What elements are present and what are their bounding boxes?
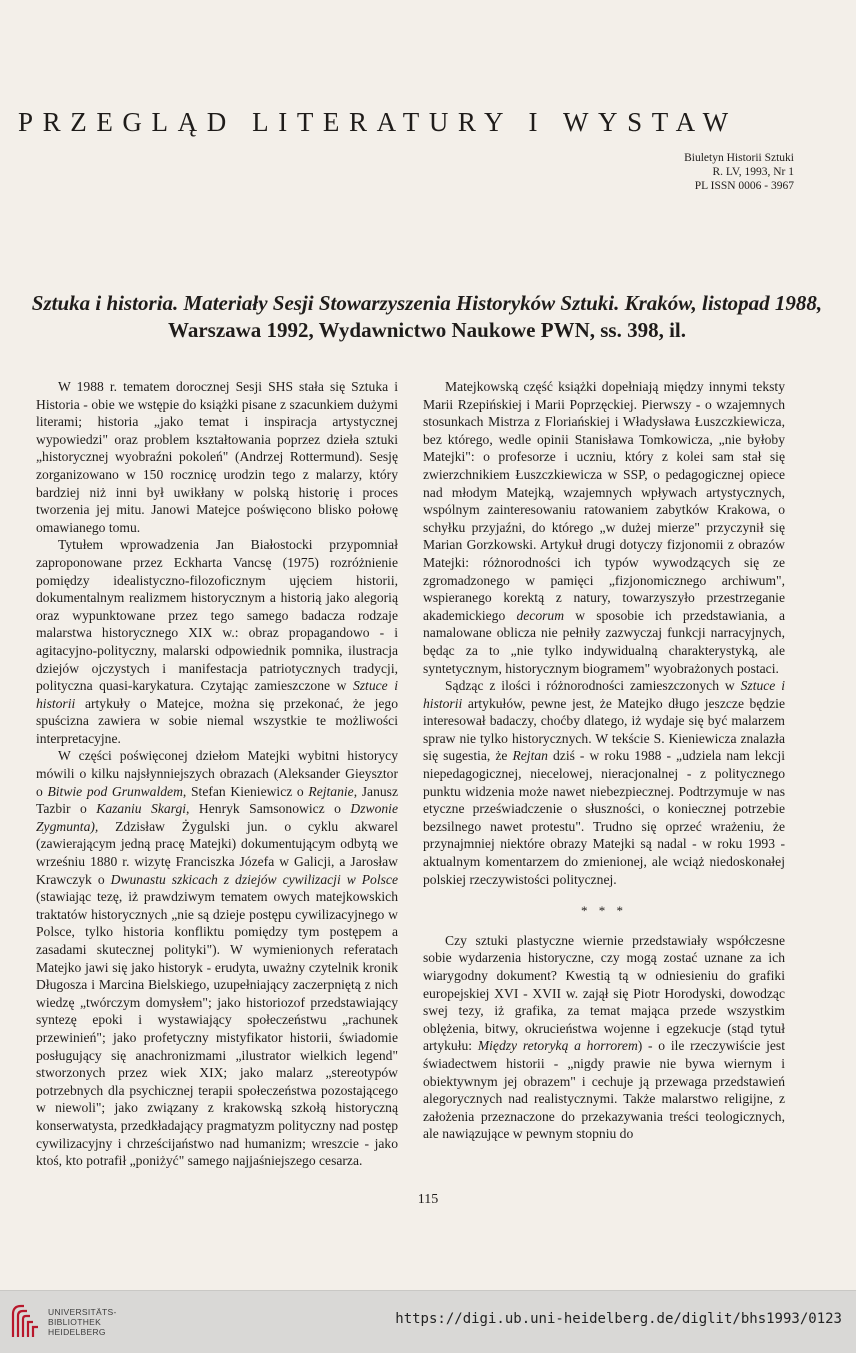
journal-name: Biuletyn Historii Sztuki xyxy=(684,152,794,164)
left-paragraph-1: W 1988 r. tematem dorocznej Sesji SHS stała się Sztuka i Historia - obie we wstępie do książki pisane z szacunkiem dużymi literami; historia „jako temat i inspiracja artystycznej wypowiedzi" oraz problem kształtowania poprzez dzieła sztuki „historycznej wyobraźni pokoleń" (Andrzej Rottermund). Sesję zorganizowano w 150 rocznicę urodzin tego z malarzy, który bardziej niż inni był uwikłany w polską historię i proces tworzenia jej mitu. Janowi Matejce poświęcono blisko połowę omawianego tomu. xyxy=(36,379,398,535)
journal-info xyxy=(684,151,794,193)
right-column xyxy=(423,378,785,1143)
journal-volume: R. LV, 1993, Nr 1 xyxy=(712,166,794,178)
document-url[interactable]: https://digi.ub.uni-heidelberg.de/diglit/bhs1993/0123 xyxy=(395,1311,842,1327)
right-paragraph-2: Sądząc z ilości i różnorodności zamieszczonych w Sztuce i historii artykułów, pewne jest, że Matejko długo jeszcze będzie interesował badaczy, choćby dlatego, iż wydaje się być malarzem spraw nie tylko historycznych. W tekście S. Kieniewicza znalazła się sugestia, że Rejtan dziś - w roku 1988 - „udziela nam lekcji niepedagogicznej, niecelowej, nieracjonalnej - z politycznego punktu widzenia może nawet niebezpiecznej. Podtrzymuje w nas etyczne przeświadczenie o słuszności, o koniecznej potrzebie bezsilnego nawet protestu". Trudno się oprzeć wrażeniu, że przynajmniej niektóre obrazy Matejki są nadal - w roku 1993 - aktualnym komentarzem do zmienionej, ale wciąż niedoskonałej polskiej rzeczywistości politycznej. xyxy=(423,678,786,887)
library-logo-icon[interactable] xyxy=(10,1302,42,1340)
article-title-italic: Sztuka i historia. Materiały Sesji Stowarzyszenia Historyków Sztuki. Kraków, listopad 1988, xyxy=(31,291,823,315)
journal-issn: PL ISSN 0006 - 3967 xyxy=(694,180,794,192)
page-number: 115 xyxy=(417,1192,439,1207)
right-paragraph-1: Matejkowską część książki dopełniają między innymi teksty Marii Rzepińskiej i Marii Poprzęckiej. Pierwszy - o wzajemnych stosunkach Mistrza z Floriańskiej i Władysława Łuszczkiewicza, bez którego, wedle opinii Stanisława Tomkowicza, „nie byłoby Matejki": o profesorze i uczniu, który z kolei sam stał się zwierzchnikiem Łuszczkiewicza w SSP, o pedagogicznej opiece nad młodym Matejką, wzajemnych wpływach artystycznych, wspólnym zainteresowaniu ratowaniem zabytków Krakowa, o schyłku przyjaźni, do którego „w dużej mierze" przyczynił się Marian Gorzkowski. Artykuł drugi dotyczy fizjonomii z obrazów Matejki: różnorodności ich typów wywodzących się ze zgromadzonego w pamięci „fizjonomicznego archiwum", wspieranego korektą z natury, towarzyszyło przestrzeganie akademickiego decorum w sposobie ich przedstawiania, a namalowane oblicza nie pełniły zazwyczaj funkcji narracyjnych, będąc za to „nie tylko indywidualną charakterystyką, ale syntetycznym, historycznym biogramem" wyobrażonych postaci. xyxy=(423,379,785,676)
section-title: PRZEGLĄD LITERATURY I WYSTAW xyxy=(18,107,738,137)
section-separator: * * * xyxy=(581,903,627,919)
article-title-rest: Warszawa 1992, Wydawnictwo Naukowe PWN, ss. 398, il. xyxy=(167,318,687,342)
right-paragraph-3: Czy sztuki plastyczne wiernie przedstawiały współczesne sobie wydarzenia historyczne, czy mogą zostać uznane za ich wiarygodny dokument? Kwestią tą w odniesieniu do grafiki europejskiej XVI - XVII w. zajął się Piotr Horodyski, dowodząc swej tezy, iż grafika, za temat mająca przede wszystkim oblężenia, bitwy, okrucieństwa wojenne i egzekucje (stąd tytuł artykułu: Między retoryką a horrorem) - o ile rzeczywiście jest świadectwem historii - „nigdy prawie nie bywa wiernym i obiektywnym jej obrazem" i cechuje ją przewaga przedstawień alegorycznych nad realistycznymi. Także malarstwo religijne, z założenia przeznaczone do przekazywania treści teologicznych, ale nawiązujące w pewnym stopniu do xyxy=(423,932,785,1142)
left-column xyxy=(36,378,398,1170)
library-name[interactable]: UNIVERSITÄTS- BIBLIOTHEK HEIDELBERG xyxy=(48,1307,117,1337)
article-title xyxy=(20,290,834,344)
viewer-footer xyxy=(0,1290,856,1353)
left-paragraph-2: Tytułem wprowadzenia Jan Białostocki przypomniał zaproponowane przez Eckharta Vancsę (1975) rozróżnienie pomiędzy idealistyczno-filozoficznym ujęciem historii, dokumentalnym realizmem historycznym a historią jako alegorią oraz wypunktowane przez tego samego badacza rodzaje malarstwa historycznego XIX w.: obraz propagandowo - i agitacyjno-polityczny, malarski odpowiednik pomnika, ilustracja dziejów ojczystych i manifestacja patriotycznych tradycji, polityczna quasi-karykatura. Czytając zamieszczone w Sztuce i historii artykuły o Matejce, można się przekonać, że jego spuścizna zawiera w sobie niemal wszystkie te możliwości interpretacyjne. xyxy=(36,537,399,746)
left-paragraph-3: W części poświęconej dziełom Matejki wybitni historycy mówili o kilku najsłynniejszych obrazach (Aleksander Gieysztor o Bitwie pod Grunwaldem, Stefan Kieniewicz o Rejtanie, Janusz Tazbir o Kazaniu Skargi, Henryk Samsonowicz o Dzwonie Zygmunta), Zdzisław Żygulski jun. o cyklu akwarel (zawierającym jedną pracę Matejki) dokumentującym odbytą we wrześniu 1880 r. wizytę Franciszka Józefa w Galicji, a Jarosław Krawczyk o Dwunastu szkicach z dziejów cywilizacji w Polsce (stawiając tezę, iż prawdziwym tematem owych matejkowskich traktatów historycznych „nie są dzieje postępu cywilizacyjnego w Polsce, tylko historia konfliktu pomiędzy tym postępem a zasadami skutecznej polityki"). W wymienionych referatach Matejko jawi się jako historyk - erudyta, uważny czytelnik kronik Długosza i Marcina Bielskiego, uzupełniający zaczerpniętą z nich wiedzę „twórczym domysłem"; jako historiozof przedstawiający syntezę epoki i wystawiający społeczeństwu „rachunek przewinień"; jako profetyczny mistyfikator historii, świadomie posługujący się anachronizmami „ilustrator wielkich legend" stworzonych przez wiek XIX; jako malarz „stereotypów potrzebnych dla psychicznej terapii społeczeństwa pozostającego w niewoli"; jako związany z krakowską szkołą historyczną konserwatysta, przedkładający pragmatyzm polityczny nad postęp cywilizacyjny i chrześcijaństwo nad humanizm; wreszcie - jako ktoś, kto potrafił „poniżyć" samego najjaśniejszego cesarza. xyxy=(36,748,398,1169)
